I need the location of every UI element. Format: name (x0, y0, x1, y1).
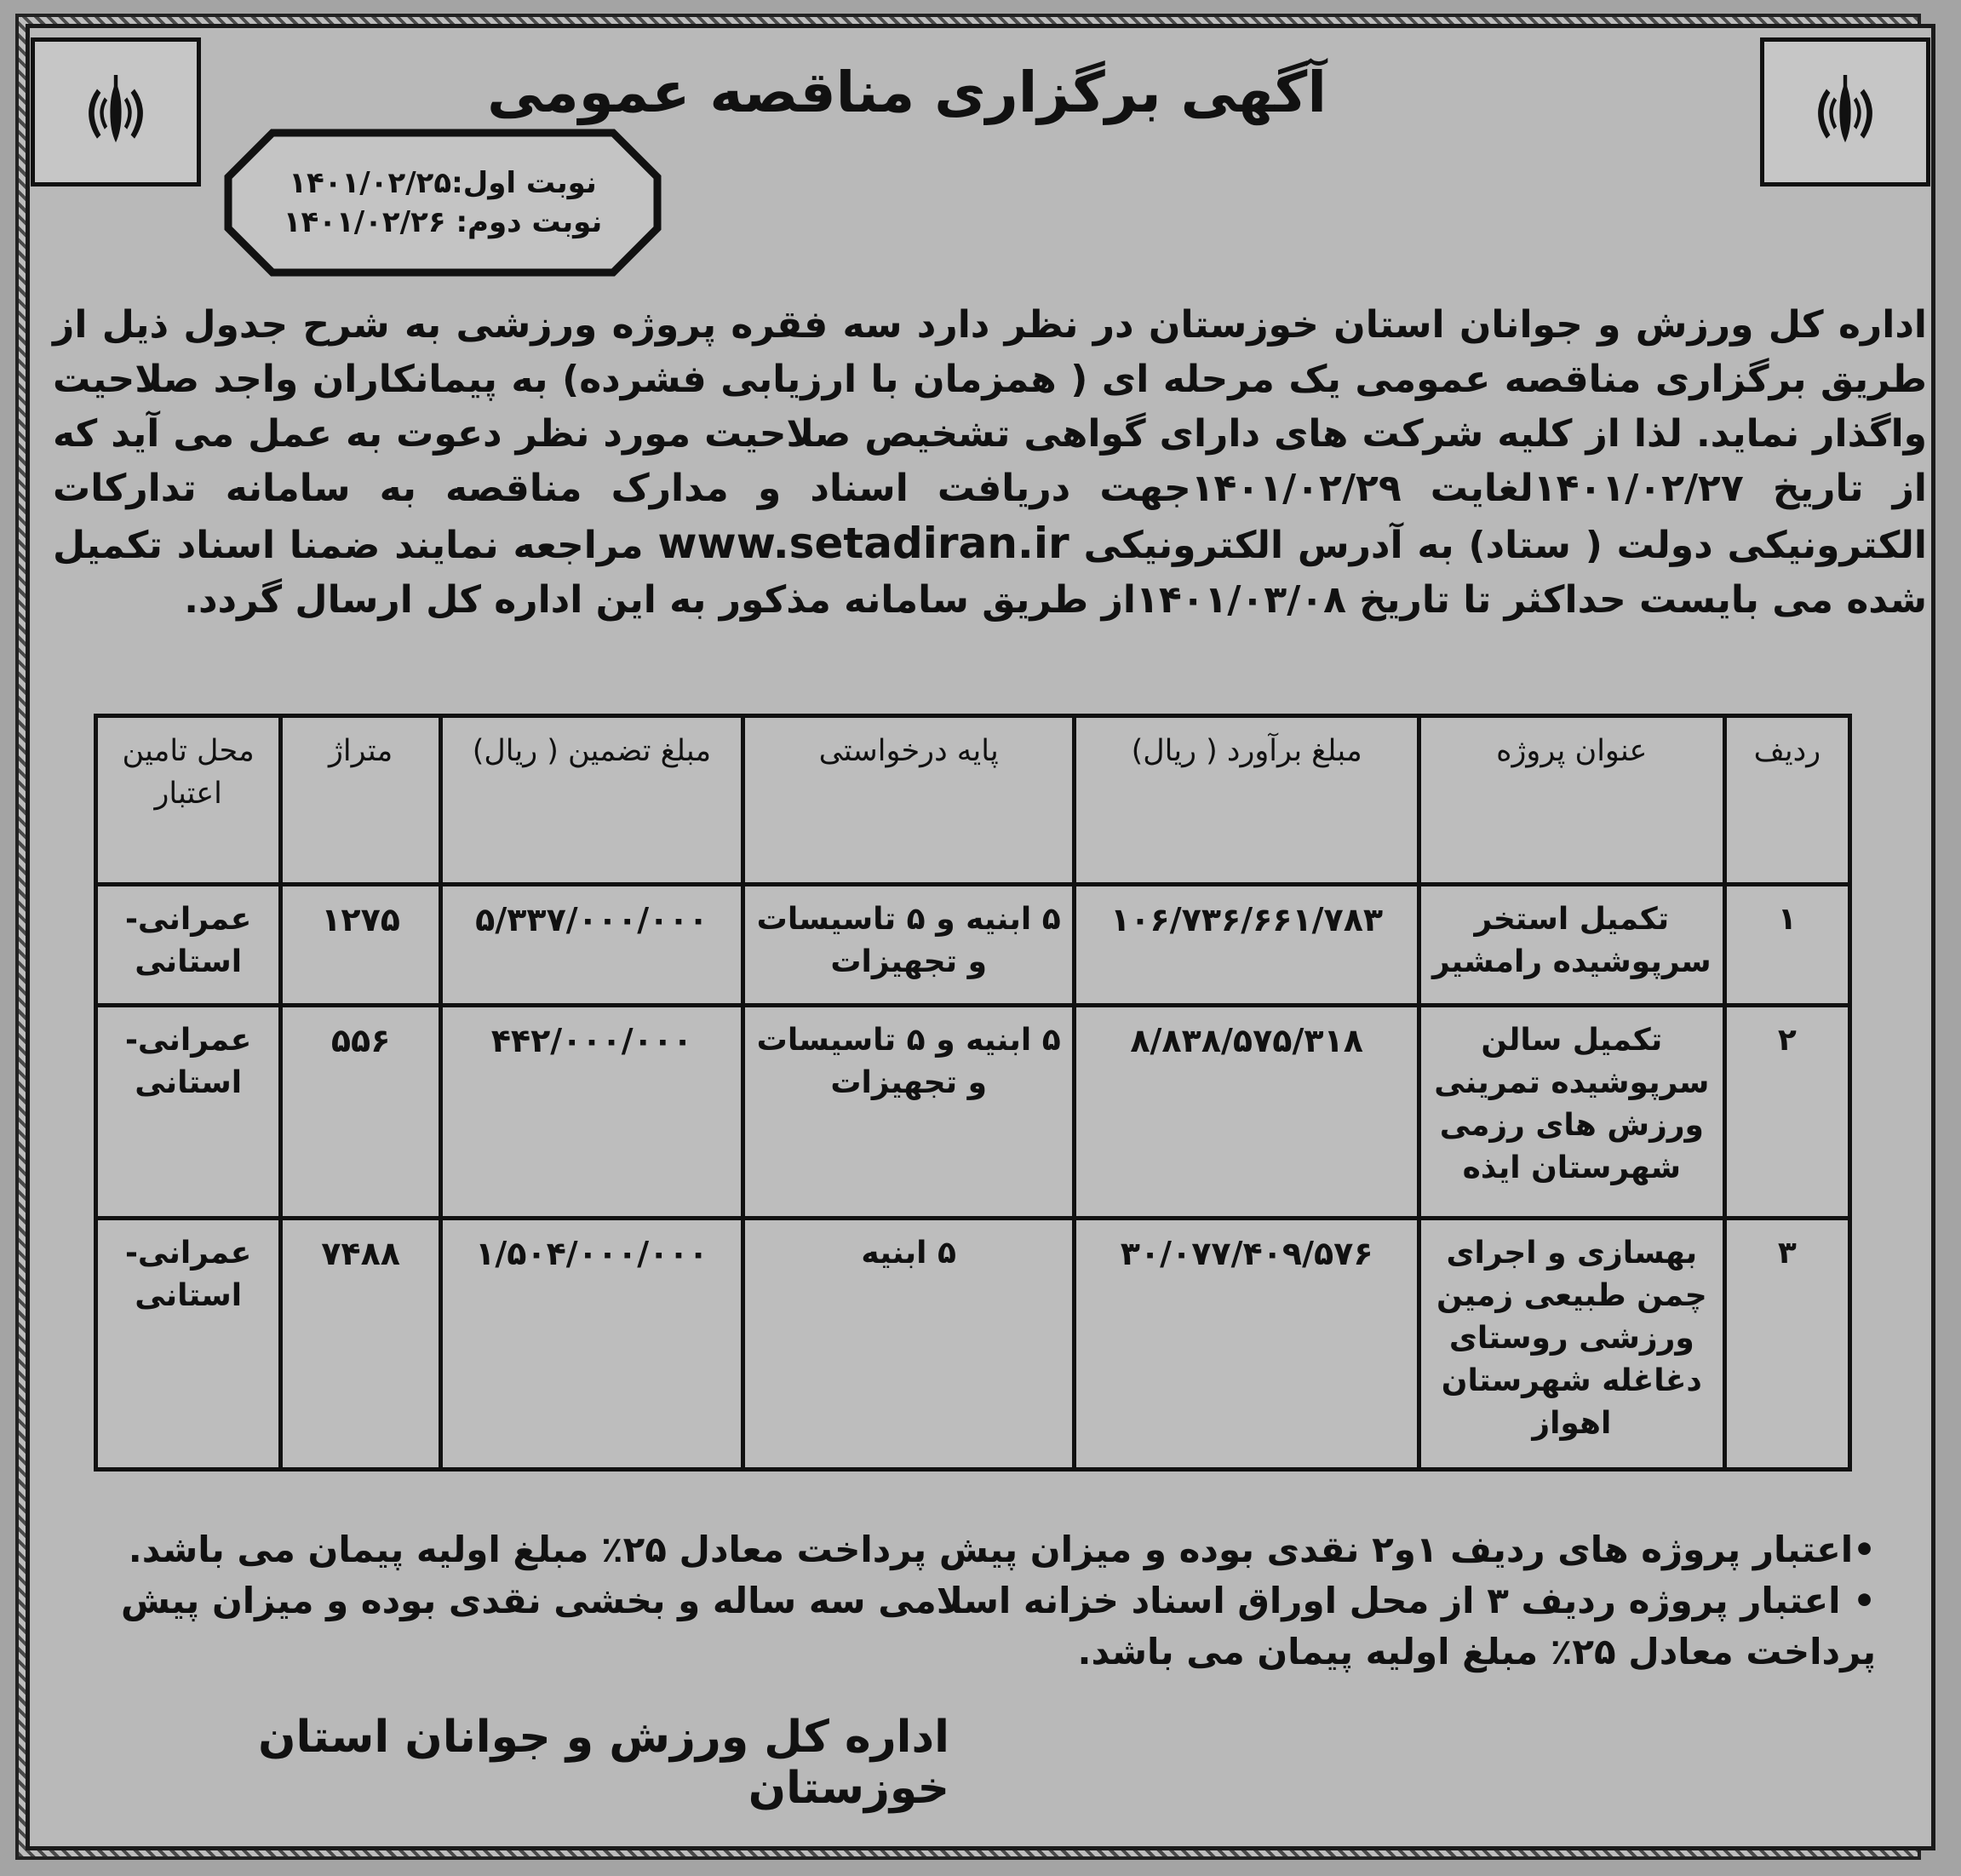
cell-project-title: بهسازی و اجرای چمن طبیعی زمین ورزشی روستای دغاغله شهرستان اهواز (1419, 1218, 1724, 1469)
table-row (96, 885, 1850, 1006)
iran-emblem-icon (1798, 66, 1892, 159)
cell-project-title: تکمیل استخر سرپوشیده رامشیر (1419, 885, 1724, 1006)
cell-grade: ۵ ابنیه و ۵ تاسیسات و تجهیزات (743, 885, 1074, 1006)
cell-row-number: ۱ (1724, 885, 1849, 1006)
notice-body-part2: مراجعه نمایند ضمنا اسناد تکمیل شده می بایست حداکثر تا تاریخ ۱۴۰۱/۰۳/۰۸از طریق سامانه مذکور به این اداره کل ارسال گردد. (53, 524, 1927, 622)
cell-area: ۵۵۶ (281, 1006, 441, 1218)
cell-funding: عمرانی- استانی (96, 1006, 281, 1218)
setad-url-link[interactable]: www.setadiran.ir (657, 519, 1069, 568)
cell-row-number: ۲ (1724, 1006, 1849, 1218)
page-title: آگهی برگزاری مناقصه عمومی (487, 60, 1327, 125)
notes-section (94, 1524, 1876, 1678)
issuer-signature: اداره کل ورزش و جوانان استان خوزستان (258, 1712, 949, 1814)
cell-grade: ۵ ابنیه و ۵ تاسیسات و تجهیزات (743, 1006, 1074, 1218)
notice-body (53, 298, 1927, 628)
cell-funding: عمرانی- استانی (96, 885, 281, 1006)
second-publication-date: نوبت دوم: ۱۴۰۱/۰۲/۲۶ (283, 205, 603, 239)
cell-area: ۷۴۸۸ (281, 1218, 441, 1469)
table-header-row (96, 716, 1850, 885)
cell-guarantee: ۴۴۲/۰۰۰/۰۰۰ (440, 1006, 743, 1218)
cell-guarantee: ۱/۵۰۴/۰۰۰/۰۰۰ (440, 1218, 743, 1469)
projects-table (94, 714, 1852, 1472)
cell-estimate: ۱۰۶/۷۳۶/۶۶۱/۷۸۳ (1075, 885, 1419, 1006)
cell-row-number: ۳ (1724, 1218, 1849, 1469)
notice-body-part1: اداره کل ورزش و جوانان استان خوزستان در نظر دارد سه فقره پروژه ورزشی به شرح جدول ذیل از طریق برگزاری مناقصه عمومی یک مرحله ای ( همزمان با ارزیابی فشرده) به پیمانکاران واجد صلاحیت واگذار نماید. لذا از کلیه شرکت های دارای گواهی تشخیص صلاحیت مورد نظر دعوت به عمل می آید که از تاریخ ۱۴۰۱/۰۲/۲۷لغایت ۱۴۰۱/۰۲/۲۹جهت دریافت اسناد و مدارک مناقصه به سامانه تدارکات الکترونیکی دولت ( ستاد) به آدرس الکترونیکی (53, 303, 1928, 567)
header-area: متراژ (281, 716, 441, 885)
header-guarantee: مبلغ تضمین ( ریال) (440, 716, 743, 885)
publication-dates-badge (221, 126, 664, 279)
table-row (96, 1218, 1850, 1469)
header-row-number: ردیف (1724, 716, 1849, 885)
emblem-left (31, 37, 201, 186)
cell-area: ۱۲۷۵ (281, 885, 441, 1006)
cell-grade: ۵ ابنیه (743, 1218, 1074, 1469)
cell-guarantee: ۵/۳۳۷/۰۰۰/۰۰۰ (440, 885, 743, 1006)
header-project-title: عنوان پروژه (1419, 716, 1724, 885)
emblem-right (1760, 37, 1930, 186)
cell-funding: عمرانی- استانی (96, 1218, 281, 1469)
header-funding: محل تامین اعتبار (96, 716, 281, 885)
table-row (96, 1006, 1850, 1218)
note-item: • اعتبار پروژه ردیف ۳ از محل اوراق اسناد خزانه اسلامی سه ساله و بخشی نقدی بوده و میزان پیش پرداخت معادل ۲۵٪ مبلغ اولیه پیمان می باشد. (121, 1580, 1876, 1672)
note-item: •اعتبار پروژه های ردیف ۱و۲ نقدی بوده و میزان پیش پرداخت معادل ۲۵٪ مبلغ اولیه پیمان می باشد. (128, 1529, 1876, 1570)
iran-emblem-icon (69, 66, 163, 159)
cell-project-title: تکمیل سالن سرپوشیده تمرینی ورزش های رزمی شهرستان ایذه (1419, 1006, 1724, 1218)
header-grade: پایه درخواستی (743, 716, 1074, 885)
header-estimate: مبلغ برآورد ( ریال) (1075, 716, 1419, 885)
cell-estimate: ۳۰/۰۷۷/۴۰۹/۵۷۶ (1075, 1218, 1419, 1469)
cell-estimate: ۸/۸۳۸/۵۷۵/۳۱۸ (1075, 1006, 1419, 1218)
first-publication-date: نوبت اول:۱۴۰۱/۰۲/۲۵ (289, 166, 597, 200)
